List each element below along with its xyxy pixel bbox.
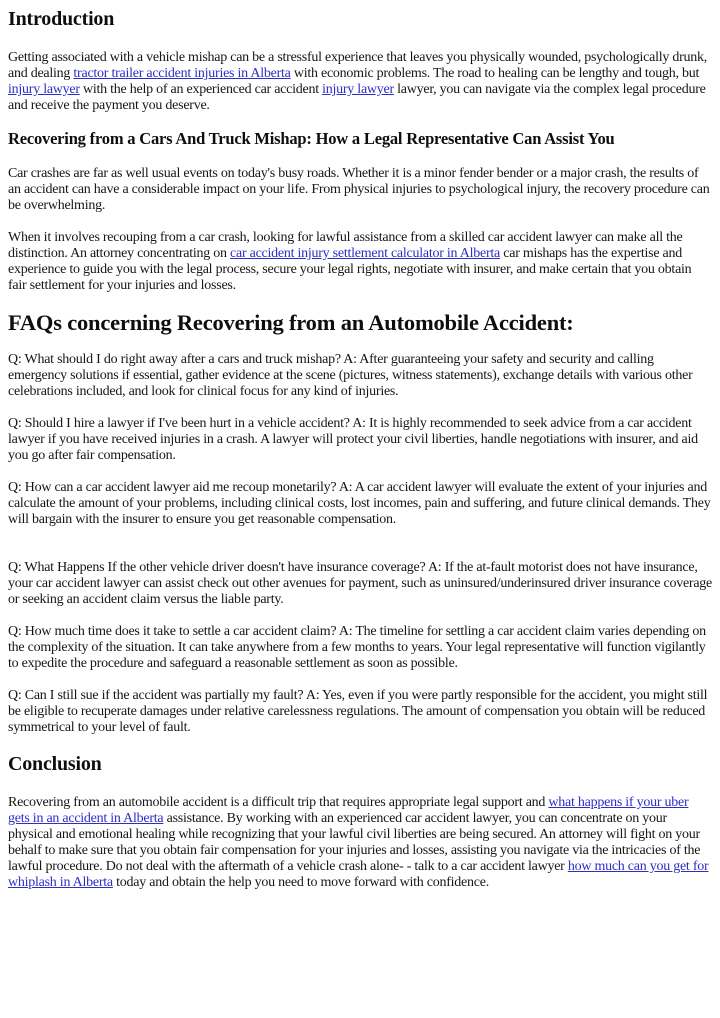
inline-link-tractor-trailer[interactable]: tractor trailer accident injuries in Alberta [73, 66, 291, 81]
inline-link-injury-lawyer-2[interactable]: injury lawyer [322, 82, 394, 97]
inline-link-whiplash[interactable]: how much can you get for whiplash in Alberta [8, 859, 709, 890]
faq-item-2 [8, 416, 712, 464]
intro-paragraph [8, 50, 712, 114]
recovering-paragraph-2 [8, 230, 712, 294]
heading-faqs: FAQs concerning Recovering from an Automobile Accident: [8, 310, 574, 335]
faq-item-6 [8, 688, 712, 736]
heading-introduction: Introduction [8, 8, 115, 30]
faq-text: Q: Should I hire a lawyer if I've been hurt in a vehicle accident? A: It is highly recommended to seek advice from a car accident lawyer if you have received injuries in a crash. A lawyer will protect your civil liberties, handle negotiations with insurer, and aid you go after fair compensation. [8, 416, 698, 463]
paragraph-text: When it involves recouping from a car crash, looking for lawful assistance from a skilled car accident lawyer can make all the distinction. An attorney concentrating on [8, 230, 683, 261]
inline-link-settlement-calculator[interactable]: car accident injury settlement calculator in Alberta [230, 246, 501, 261]
faq-item-3 [8, 480, 712, 528]
faq-text: Q: How much time does it take to settle a car accident claim? A: The timeline for settling a car accident claim varies depending on the complexity of the situation. It can take anywhere from a few months to years. Your legal representative will function vigilantly to expedite the procedure and safeguard a reasonable settlement as soon as possible. [8, 624, 706, 671]
paragraph-text: today and obtain the help you need to move forward with confidence. [112, 875, 489, 890]
paragraph-text: lawyer, you can navigate via the complex legal procedure and receive the payment you deserve. [8, 82, 706, 113]
faq-item-1 [8, 352, 712, 400]
paragraph-text: with economic problems. The road to healing can be lengthy and tough, but [290, 66, 700, 81]
faq-text: Q: How can a car accident lawyer aid me recoup monetarily? A: A car accident lawyer will evaluate the extent of your injuries and calculate the amount of your problems, including clinical costs, lost incomes, pain and suffering, and future clinical demands. They will bargain with the insurer to ensure you get reasonable compensation. [8, 480, 711, 527]
conclusion-paragraph [8, 795, 712, 891]
paragraph-text: assistance. By working with an experienced car accident lawyer, you can concentrate on your physical and emotional healing while recognizing that your lawful civil liberties are being secured. An attorney will fight on your behalf to make sure that you obtain fair compensation for your injuries and losses, assisting you navigate via the intricacies of the lawful procedure. Do not deal with the aftermath of a vehicle crash alone- - talk to a car accident lawyer [8, 811, 701, 874]
faq-text: Q: Can I still sue if the accident was partially my fault? A: Yes, even if you were partly responsible for the accident, you might still be eligible to recuperate damages under relative carelessness regulations. The amount of compensation you obtain will be reduced symmetrical to your level of fault. [8, 688, 708, 735]
paragraph-text: Car crashes are far as well usual events on today's busy roads. Whether it is a minor fender bender or a major crash, the results of an accident can have a considerable impact on your life. From physical injuries to psychological injury, the recovery procedure can be overwhelming. [8, 166, 710, 213]
recovering-paragraph-1 [8, 166, 712, 214]
heading-conclusion: Conclusion [8, 753, 102, 775]
faq-item-4 [8, 560, 712, 608]
inline-link-uber-accident[interactable]: what happens if your uber gets in an accident in Alberta [8, 795, 689, 826]
paragraph-text: Recovering from an automobile accident is a difficult trip that requires appropriate legal support and [8, 795, 549, 810]
heading-recovering: Recovering from a Cars And Truck Mishap: How a Legal Representative Can Assist You [8, 129, 615, 148]
paragraph-text: Getting associated with a vehicle mishap can be a stressful experience that leaves you physically wounded, psychologically drunk, and dealing [8, 50, 708, 81]
faq-item-5 [8, 624, 712, 672]
faq-text: Q: What Happens If the other vehicle driver doesn't have insurance coverage? A: If the at-fault motorist does not have insurance, your car accident lawyer can assist check out other avenues for payment, such as uninsured/underinsured driver insurance coverage or seeking an accident claim versus the liable party. [8, 560, 713, 607]
faq-text: Q: What should I do right away after a cars and truck mishap? A: After guaranteeing your safety and security and calling emergency solutions if essential, gather evidence at the scene (pictures, witness statements), exchange details with various other celebrations included, and look for clinical focus for any kind of injuries. [8, 352, 693, 399]
paragraph-text: with the help of an experienced car accident [79, 82, 323, 97]
paragraph-text: car mishaps has the expertise and experience to guide you with the legal process, secure your legal rights, negotiate with insurer, and make certain that you obtain fair settlement for your injuries and losses. [8, 246, 692, 293]
inline-link-injury-lawyer-1[interactable]: injury lawyer [8, 82, 80, 97]
